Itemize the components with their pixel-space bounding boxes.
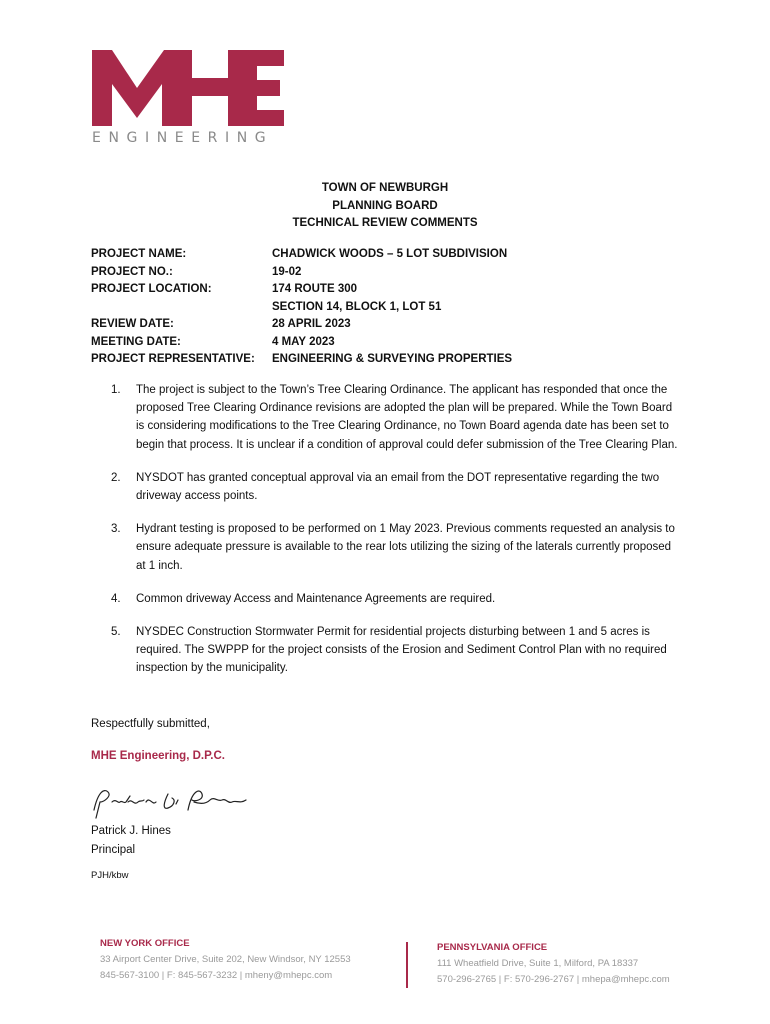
signer-name: Patrick J. Hines [91, 825, 171, 837]
signature-image [90, 780, 265, 822]
header-board: PLANNING BOARD [332, 199, 438, 212]
project-label: REVIEW DATE: [91, 318, 174, 330]
project-value: CHADWICK WOODS – 5 LOT SUBDIVISION [272, 248, 508, 260]
signer-title: Principal [91, 844, 136, 856]
pa-office-footer [437, 940, 670, 988]
project-value: 19-02 [272, 265, 302, 278]
comment-number: 4. [111, 592, 121, 605]
project-label: PROJECT NAME: [91, 248, 187, 260]
comment-item [111, 381, 681, 454]
comment-number: 1. [111, 384, 121, 396]
pa-office-contact: 570-296-2765 | F: 570-296-2767 | mhepa@mhepc.com [437, 974, 670, 985]
comment-item [111, 520, 681, 575]
header-town: TOWN OF NEWBURGH [321, 182, 449, 194]
project-value: 4 MAY 2023 [272, 335, 335, 348]
project-value: ENGINEERING & SURVEYING PROPERTIES [272, 353, 513, 365]
comment-number: 3. [111, 523, 121, 536]
project-label: PROJECT NO.: [91, 265, 173, 278]
comment-number: 2. [111, 471, 121, 484]
footer-divider [406, 942, 408, 988]
ny-office-contact: 845-567-3100 | F: 845-567-3232 | mheny@mhepc.com [100, 970, 333, 981]
comment-text: The project is subject to the Town’s Tree Clearing Ordinance. The applicant has responded that once the proposed Tree Clearing Ordinance revisions are adopted the plan will be prepared. While the Town Board is considering modifications to the Tree Clearing Ordinance, no Town Board agenda date has been set to begin that process. It is unclear if a condition of approval could defer submission of the Tree Clearing Plan. [136, 384, 678, 451]
document-header [0, 180, 770, 233]
header-title: TECHNICAL REVIEW COMMENTS [292, 217, 478, 229]
pa-office-address: 111 Wheatfield Drive, Suite 1, Milford, PA 18337 [437, 958, 639, 969]
pa-office-name: PENNSYLVANIA OFFICE [437, 942, 548, 953]
project-label: PROJECT REPRESENTATIVE: [91, 353, 255, 365]
comment-number: 5. [111, 626, 121, 639]
signer-block [91, 822, 171, 860]
comment-text: Hydrant testing is proposed to be performed on 1 May 2023. Previous comments requested an analysis to ensure adequate pressure is available to the rear lots utilizing the sizing of the laterals currently proposed at 1 inch. [136, 523, 675, 572]
salutation: Respectfully submitted, [91, 718, 210, 730]
comment-item [111, 469, 681, 505]
project-value: 28 APRIL 2023 [272, 318, 351, 330]
ny-office-name: NEW YORK OFFICE [100, 938, 190, 949]
comment-text: NYSDOT has granted conceptual approval via an email from the DOT representative regarding the two driveway access points. [136, 471, 660, 503]
comment-item [111, 590, 681, 608]
review-comments-list [111, 381, 681, 693]
ny-office-footer [100, 936, 351, 984]
project-value: SECTION 14, BLOCK 1, LOT 51 [272, 300, 442, 313]
project-label: PROJECT LOCATION: [91, 283, 212, 295]
comment-text: NYSDEC Construction Stormwater Permit for residential projects disturbing between 1 and 5 acres is required. The SWPPP for the project consists of the Erosion and Sediment Control Plan with no required inspection by the municipality. [136, 626, 667, 675]
logo-subtitle: ENGINEERING [92, 130, 274, 146]
ny-office-address: 33 Airport Center Drive, Suite 202, New Windsor, NY 12553 [100, 954, 351, 965]
project-label: MEETING DATE: [91, 335, 181, 348]
firm-name: MHE Engineering, D.P.C. [91, 750, 225, 762]
comment-item [111, 623, 681, 678]
project-value: 174 ROUTE 300 [272, 283, 358, 295]
typist-initials: PJH/kbw [91, 870, 129, 881]
comment-text: Common driveway Access and Maintenance Agreements are required. [136, 592, 496, 605]
